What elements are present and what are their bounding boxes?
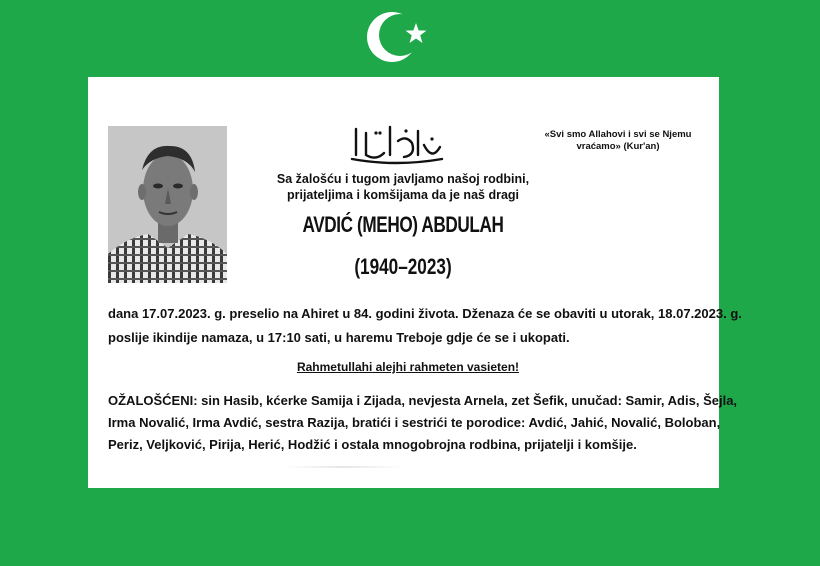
quran-quote: «Svi smo Allahovi i svi se Njemu vraćamo» (Kur'an) <box>544 129 692 152</box>
portrait-photo <box>108 126 227 283</box>
intro-text <box>273 171 533 203</box>
life-years: (1940–2023) <box>354 254 452 279</box>
details-line: poslije ikindije namaza, u 17:10 sati, u haremu Treboje gdje će se i ukopati. <box>108 330 570 345</box>
mourners-line: Periz, Veljković, Pirija, Herić, Hodžić i ostala mnogobrojna rodbina, prijatelji i komšije. <box>108 437 637 452</box>
funeral-details <box>108 302 742 350</box>
deceased-name: AVDIĆ (MEHO) ABDULAH <box>302 212 504 237</box>
arabic-calligraphy <box>346 121 446 167</box>
details-line: dana 17.07.2023. g. preselio na Ahiret u 84. godini života. Dženaza će se obaviti u utorak, 18.07.2023. g. <box>108 306 742 321</box>
prayer-line <box>108 360 708 374</box>
intro-line: Sa žalošću i tugom javljamo našoj rodbini, <box>276 172 530 186</box>
mourners-list <box>108 390 738 456</box>
mourners-line: OŽALOŠĆENI: sin Hasib, kćerke Samija i Zijada, nevjesta Arnela, zet Šefik, unučad: Samir, Adis, Šejla, <box>108 393 738 408</box>
mourners-line: Irma Novalić, Irma Avdić, sestra Razija, bratići i sestrići te porodice: Avdić, Jahić, Novalić, Boloban, <box>108 415 721 430</box>
intro-line: prijateljima i komšijama da je naš dragi <box>286 188 520 202</box>
crescent-star-icon <box>364 8 434 68</box>
prayer-text: Rahmetullahi alejhi rahmeten vasieten! <box>296 360 520 374</box>
divider <box>284 466 404 468</box>
obituary-card <box>88 77 742 488</box>
